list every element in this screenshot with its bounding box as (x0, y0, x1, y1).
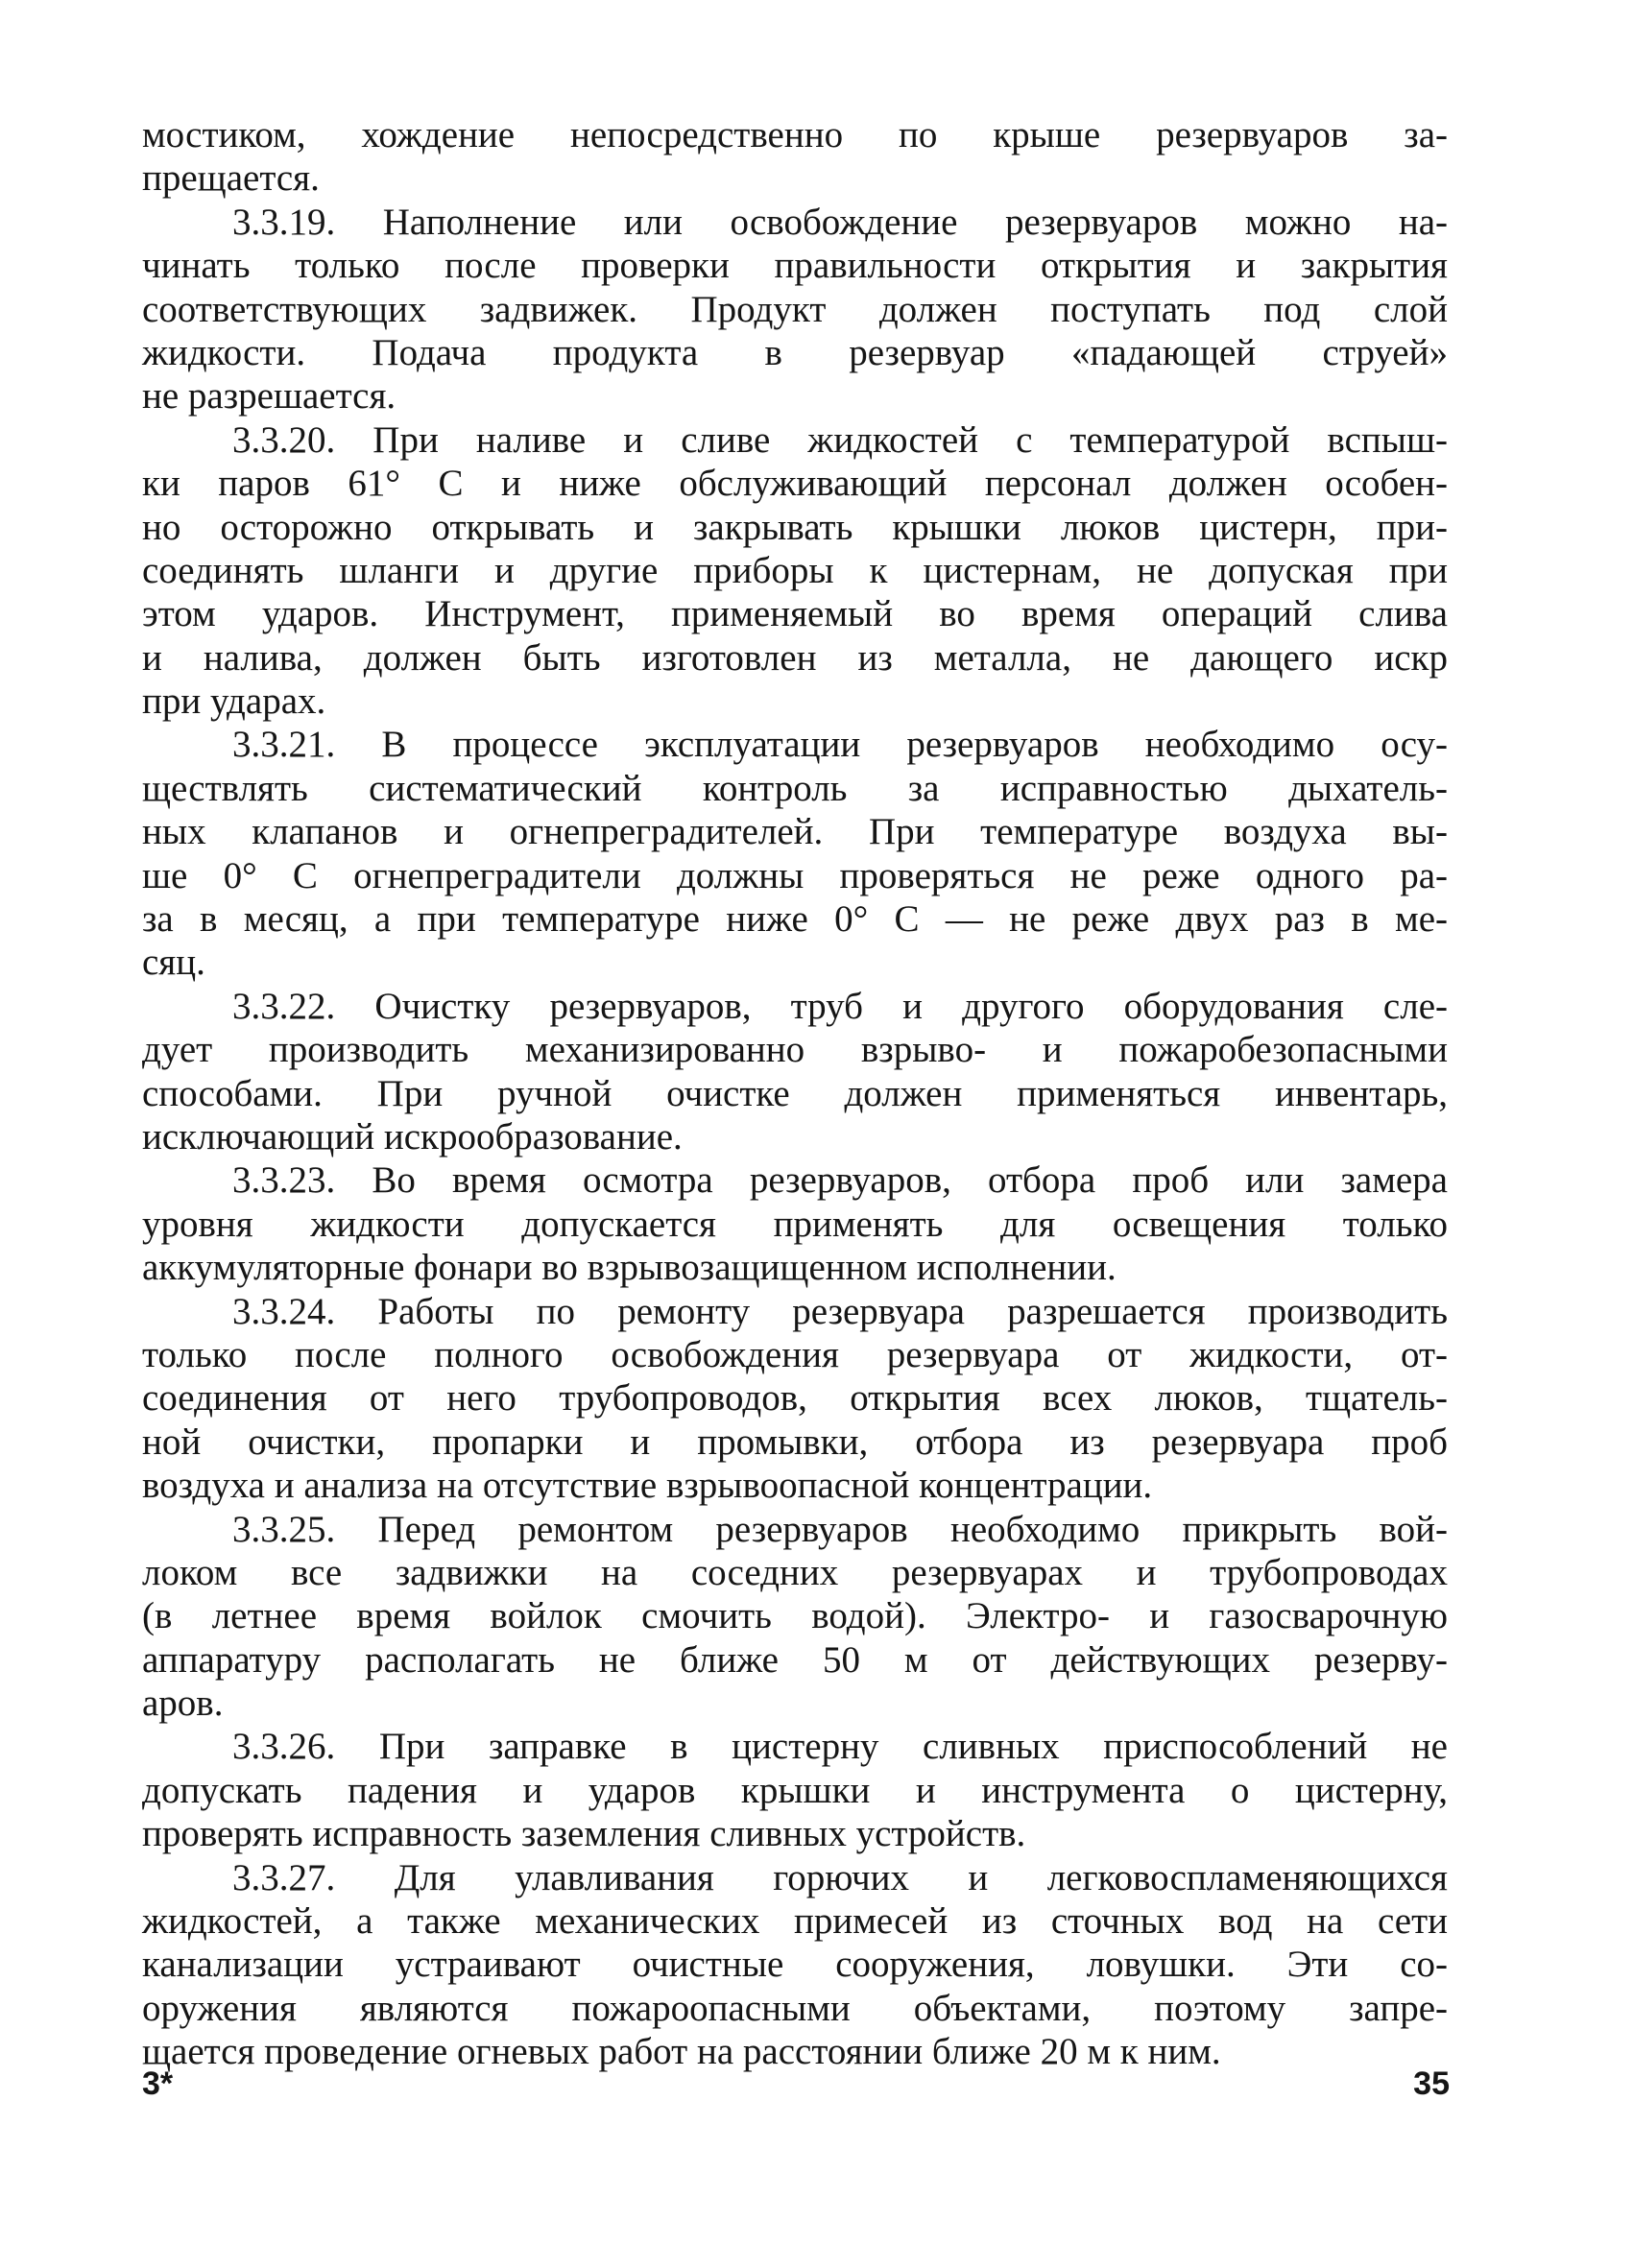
text-line: проверять исправность заземления сливных устройств. (142, 1813, 1026, 1855)
text-line: дует производить механизированно взрыво- и пожаробезопасными (142, 1029, 1448, 1071)
text-line: щается проведение огневых работ на расстоянии ближе 20 м к ним. (142, 2031, 1221, 2073)
text-line: этом ударов. Инструмент, применяемый во время операций слива (142, 593, 1448, 635)
paragraph (142, 1856, 1448, 2074)
text-line: соединения от него трубопроводов, открытия всех люков, тщатель- (142, 1377, 1448, 1420)
text-line: при ударах. (142, 680, 326, 723)
paragraph (142, 1290, 1448, 1508)
text-line: воздуха и анализа на отсутствие взрывоопасной концентрации. (142, 1465, 1153, 1507)
paragraph (142, 1508, 1448, 1726)
paragraph (142, 201, 1448, 418)
text-line: и налива, должен быть изготовлен из металла, не дающего искр (142, 636, 1448, 679)
text-line: канализации устраивают очистные сооружения, ловушки. Эти со- (142, 1944, 1448, 1986)
text-line: только после полного освобождения резервуара от жидкости, от- (142, 1333, 1448, 1375)
text-line: мостиком, хождение непосредственно по крыше резервуаров за- (142, 114, 1448, 155)
text-line: ше 0° С огнепреградители должны проверяться не реже одного ра- (142, 854, 1448, 896)
text-line: 3.3.26. При заправке в цистерну сливных приспособлений не (232, 1726, 1448, 1768)
text-line: аров. (142, 1683, 224, 1725)
text-line: 3.3.19. Наполнение или освобождение резервуаров можно на- (232, 201, 1448, 243)
text-line: 3.3.25. Перед ремонтом резервуаров необходимо прикрыть вой- (232, 1508, 1448, 1550)
text-line: исключающий искрообразование. (142, 1115, 683, 1158)
page-footer (142, 2061, 1450, 2107)
text-line: но осторожно открывать и закрывать крышки люков цистерн, при- (142, 506, 1448, 548)
text-line: аккумуляторные фонари во взрывозащищенном исполнении. (142, 1247, 1117, 1289)
paragraph (142, 418, 1448, 724)
text-line: 3.3.22. Очистку резервуаров, труб и другого оборудования сле- (232, 985, 1448, 1027)
text-line: прещается. (142, 157, 320, 200)
paragraph (142, 113, 1448, 201)
text-line: (в летнее время войлок смочить водой). Электро- и газосварочную (142, 1595, 1448, 1637)
text-line: сяц. (142, 942, 205, 984)
text-line: локом все задвижки на соседних резервуарах и трубопроводах (142, 1551, 1448, 1593)
text-line: ной очистки, пропарки и промывки, отбора из резервуара проб (142, 1420, 1448, 1463)
text-line: ществлять систематический контроль за исправностью дыхатель- (142, 767, 1448, 809)
text-line: 3.3.24. Работы по ремонту резервуара разрешается производить (232, 1290, 1448, 1332)
text-line: 3.3.20. При наливе и сливе жидкостей с температурой вспыш- (232, 418, 1448, 461)
text-line: 3.3.23. Во время осмотра резервуаров, отбора проб или замера (232, 1159, 1448, 1202)
paragraph (142, 985, 1448, 1159)
text-line: способами. При ручной очистке должен применяться инвентарь, (142, 1072, 1448, 1114)
text-line: ки паров 61° С и ниже обслуживающий персонал должен особен- (142, 463, 1448, 505)
page-body (142, 113, 1448, 2074)
paragraph (142, 723, 1448, 984)
text-line: 3.3.21. В процессе эксплуатации резервуаров необходимо осу- (232, 724, 1448, 766)
text-line: чинать только после проверки правильности открытия и закрытия (142, 245, 1448, 287)
text-line: оружения являются пожароопасными объектами, поэтому запре- (142, 1987, 1448, 2029)
text-line: соединять шланги и другие приборы к цистернам, не допуская при (142, 549, 1448, 591)
text-line: не разрешается. (142, 375, 396, 418)
text-line: ных клапанов и огнепреградителей. При температуре воздуха вы- (142, 811, 1448, 853)
page-number: 35 (1413, 2065, 1450, 2102)
paragraph (142, 1158, 1448, 1289)
text-line: аппаратуру располагать не ближе 50 м от действующих резерву- (142, 1638, 1448, 1681)
text-line: допускать падения и ударов крышки и инструмента о цистерну, (142, 1769, 1448, 1811)
text-line: 3.3.27. Для улавливания горючих и легковоспламеняющихся (232, 1856, 1448, 1898)
text-line: соответствующих задвижек. Продукт должен поступать под слой (142, 288, 1448, 330)
signature-mark: 3* (142, 2065, 174, 2102)
text-line: жидкости. Подача продукта в резервуар «падающей струей» (142, 331, 1448, 373)
paragraph (142, 1725, 1448, 1855)
text-line: за в месяц, а при температуре ниже 0° С — не реже двух раз в ме- (142, 898, 1448, 941)
text-line: уровня жидкости допускается применять для освещения только (142, 1203, 1448, 1245)
text-line: жидкостей, а также механических примесей из сточных вод на сети (142, 1900, 1448, 1943)
